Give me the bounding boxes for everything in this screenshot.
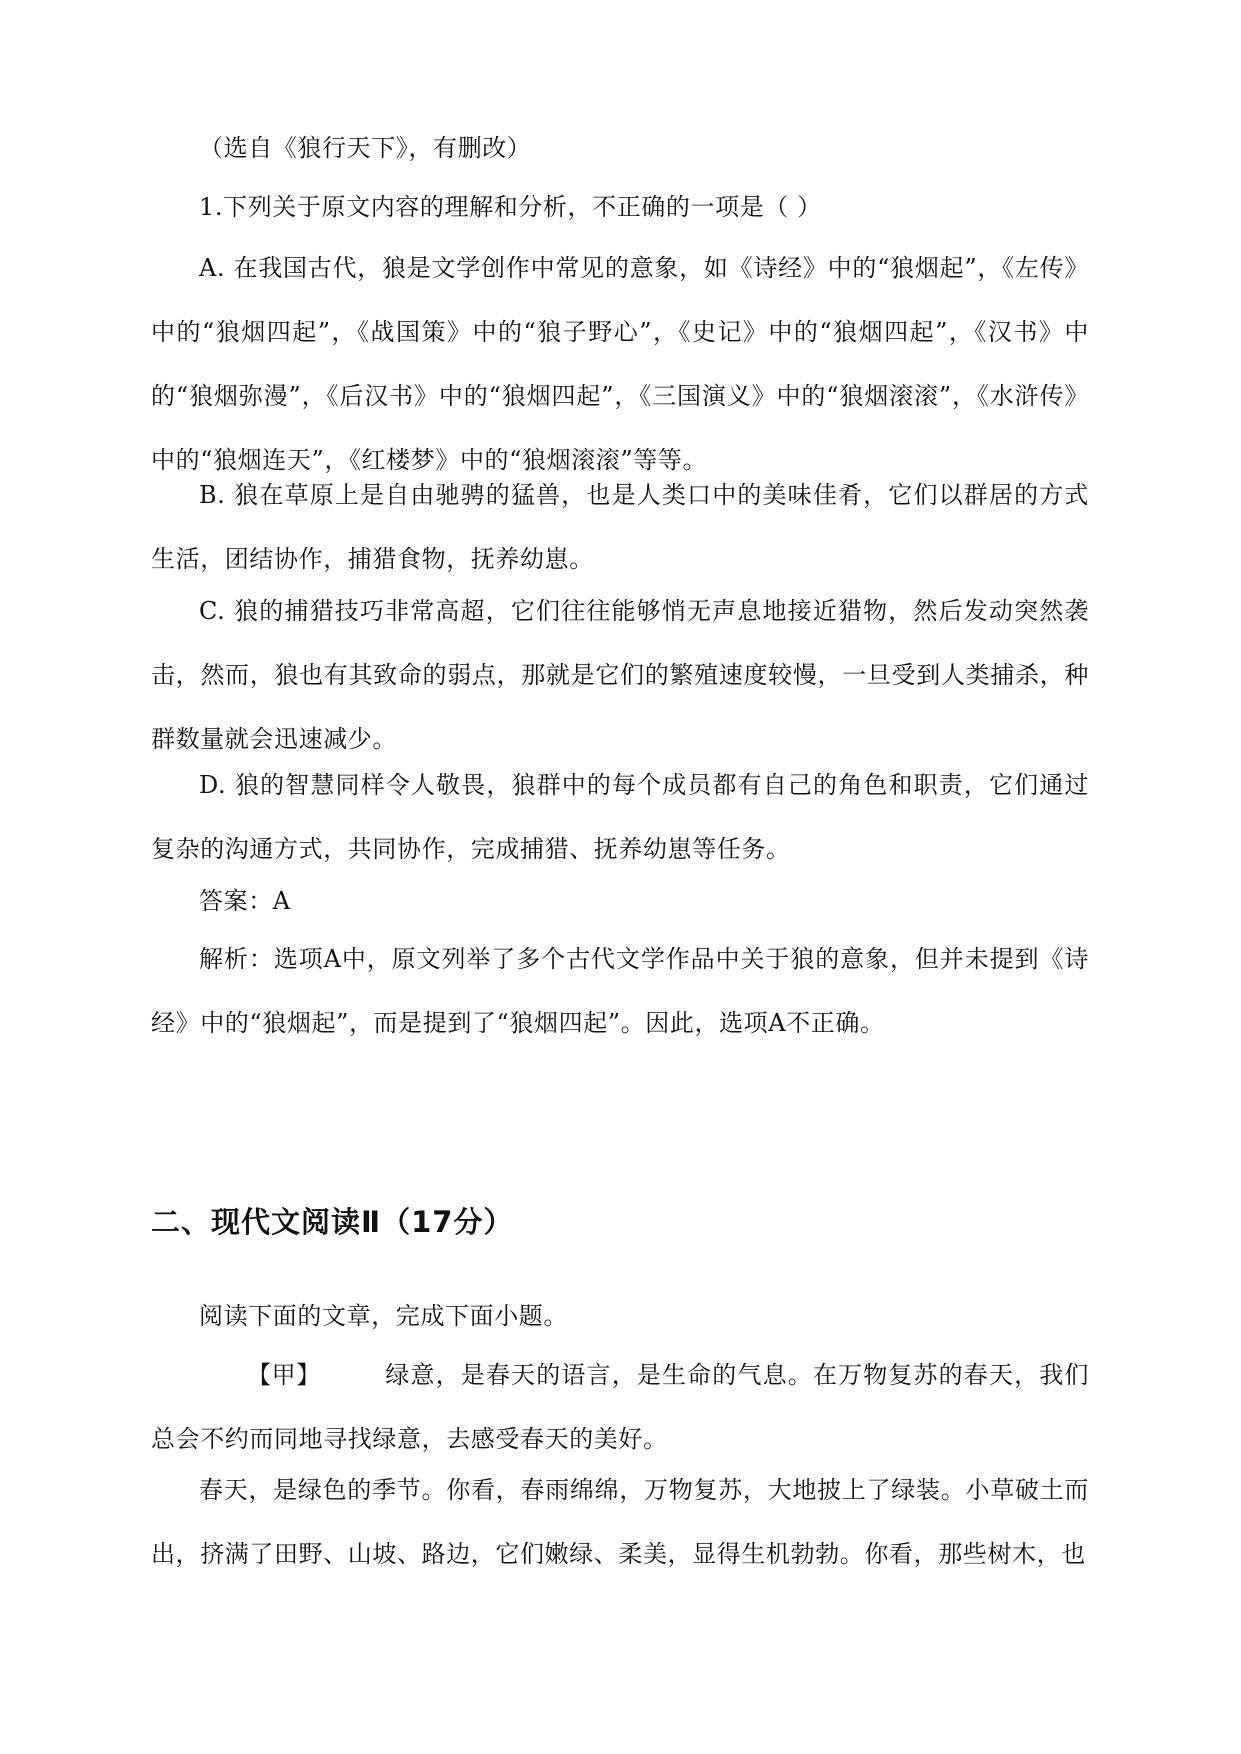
- passage-paragraph-2: 春天，是绿色的季节。你看，春雨绵绵，万物复苏，大地披上了绿装。小草破土而出，挤满了田野、山坡、路边，它们嫩绿、柔美，显得生机勃勃。你看，那些树木，也: [151, 1476, 1089, 1568]
- section-heading: 二、现代文阅读Ⅱ（17分）: [151, 1205, 514, 1239]
- reading-instruction: 阅读下面的文章，完成下面小题。: [199, 1302, 568, 1330]
- question-1-stem: 1.下列关于原文内容的理解和分析，不正确的一项是（ ）: [199, 193, 822, 221]
- analysis-text: 解析：选项A中，原文列举了多个古代文学作品中关于狼的意象，但并未提到《诗经》中的“狼烟起”，而是提到了“狼烟四起”。因此，选项A不正确。: [151, 945, 1089, 1037]
- answer-line: 答案：A: [199, 887, 291, 915]
- option-a: A. 在我国古代，狼是文学创作中常见的意象，如《诗经》中的“狼烟起”，《左传》中的“狼烟四起”，《战国策》中的“狼子野心”，《史记》中的“狼烟四起”，《汉书》中的“狼烟弥漫”，《后汉书》中的“狼烟四起”，《三国演义》中的“狼烟滚滚”，《水浒传》中的“狼烟连天”，《红楼梦》中的“狼烟滚滚”等等。: [151, 254, 1089, 474]
- source-note: （选自《狼行天下》，有删改）: [199, 134, 532, 162]
- option-c: C. 狼的捕猎技巧非常高超，它们往往能够悄无声息地接近猎物，然后发动突然袭击，然而，狼也有其致命的弱点，那就是它们的繁殖速度较慢，一旦受到人类捕杀，种群数量就会迅速减少。: [151, 597, 1089, 753]
- option-d: D. 狼的智慧同样令人敬畏，狼群中的每个成员都有自己的角色和职责，它们通过复杂的沟通方式，共同协作，完成捕猎、抚养幼崽等任务。: [151, 771, 1089, 863]
- passage-paragraph-1: [151, 1343, 1089, 1471]
- passage-paragraph-1-text: 绿意，是春天的语言，是生命的气息。在万物复苏的春天，我们总会不约而同地寻找绿意，去感受春天的美好。: [151, 1361, 1089, 1453]
- option-b: B. 狼在草原上是自由驰骋的猛兽，也是人类口中的美味佳肴，它们以群居的方式生活，团结协作，捕猎食物，抚养幼崽。: [151, 481, 1089, 573]
- passage-tag: 【甲】: [247, 1361, 321, 1389]
